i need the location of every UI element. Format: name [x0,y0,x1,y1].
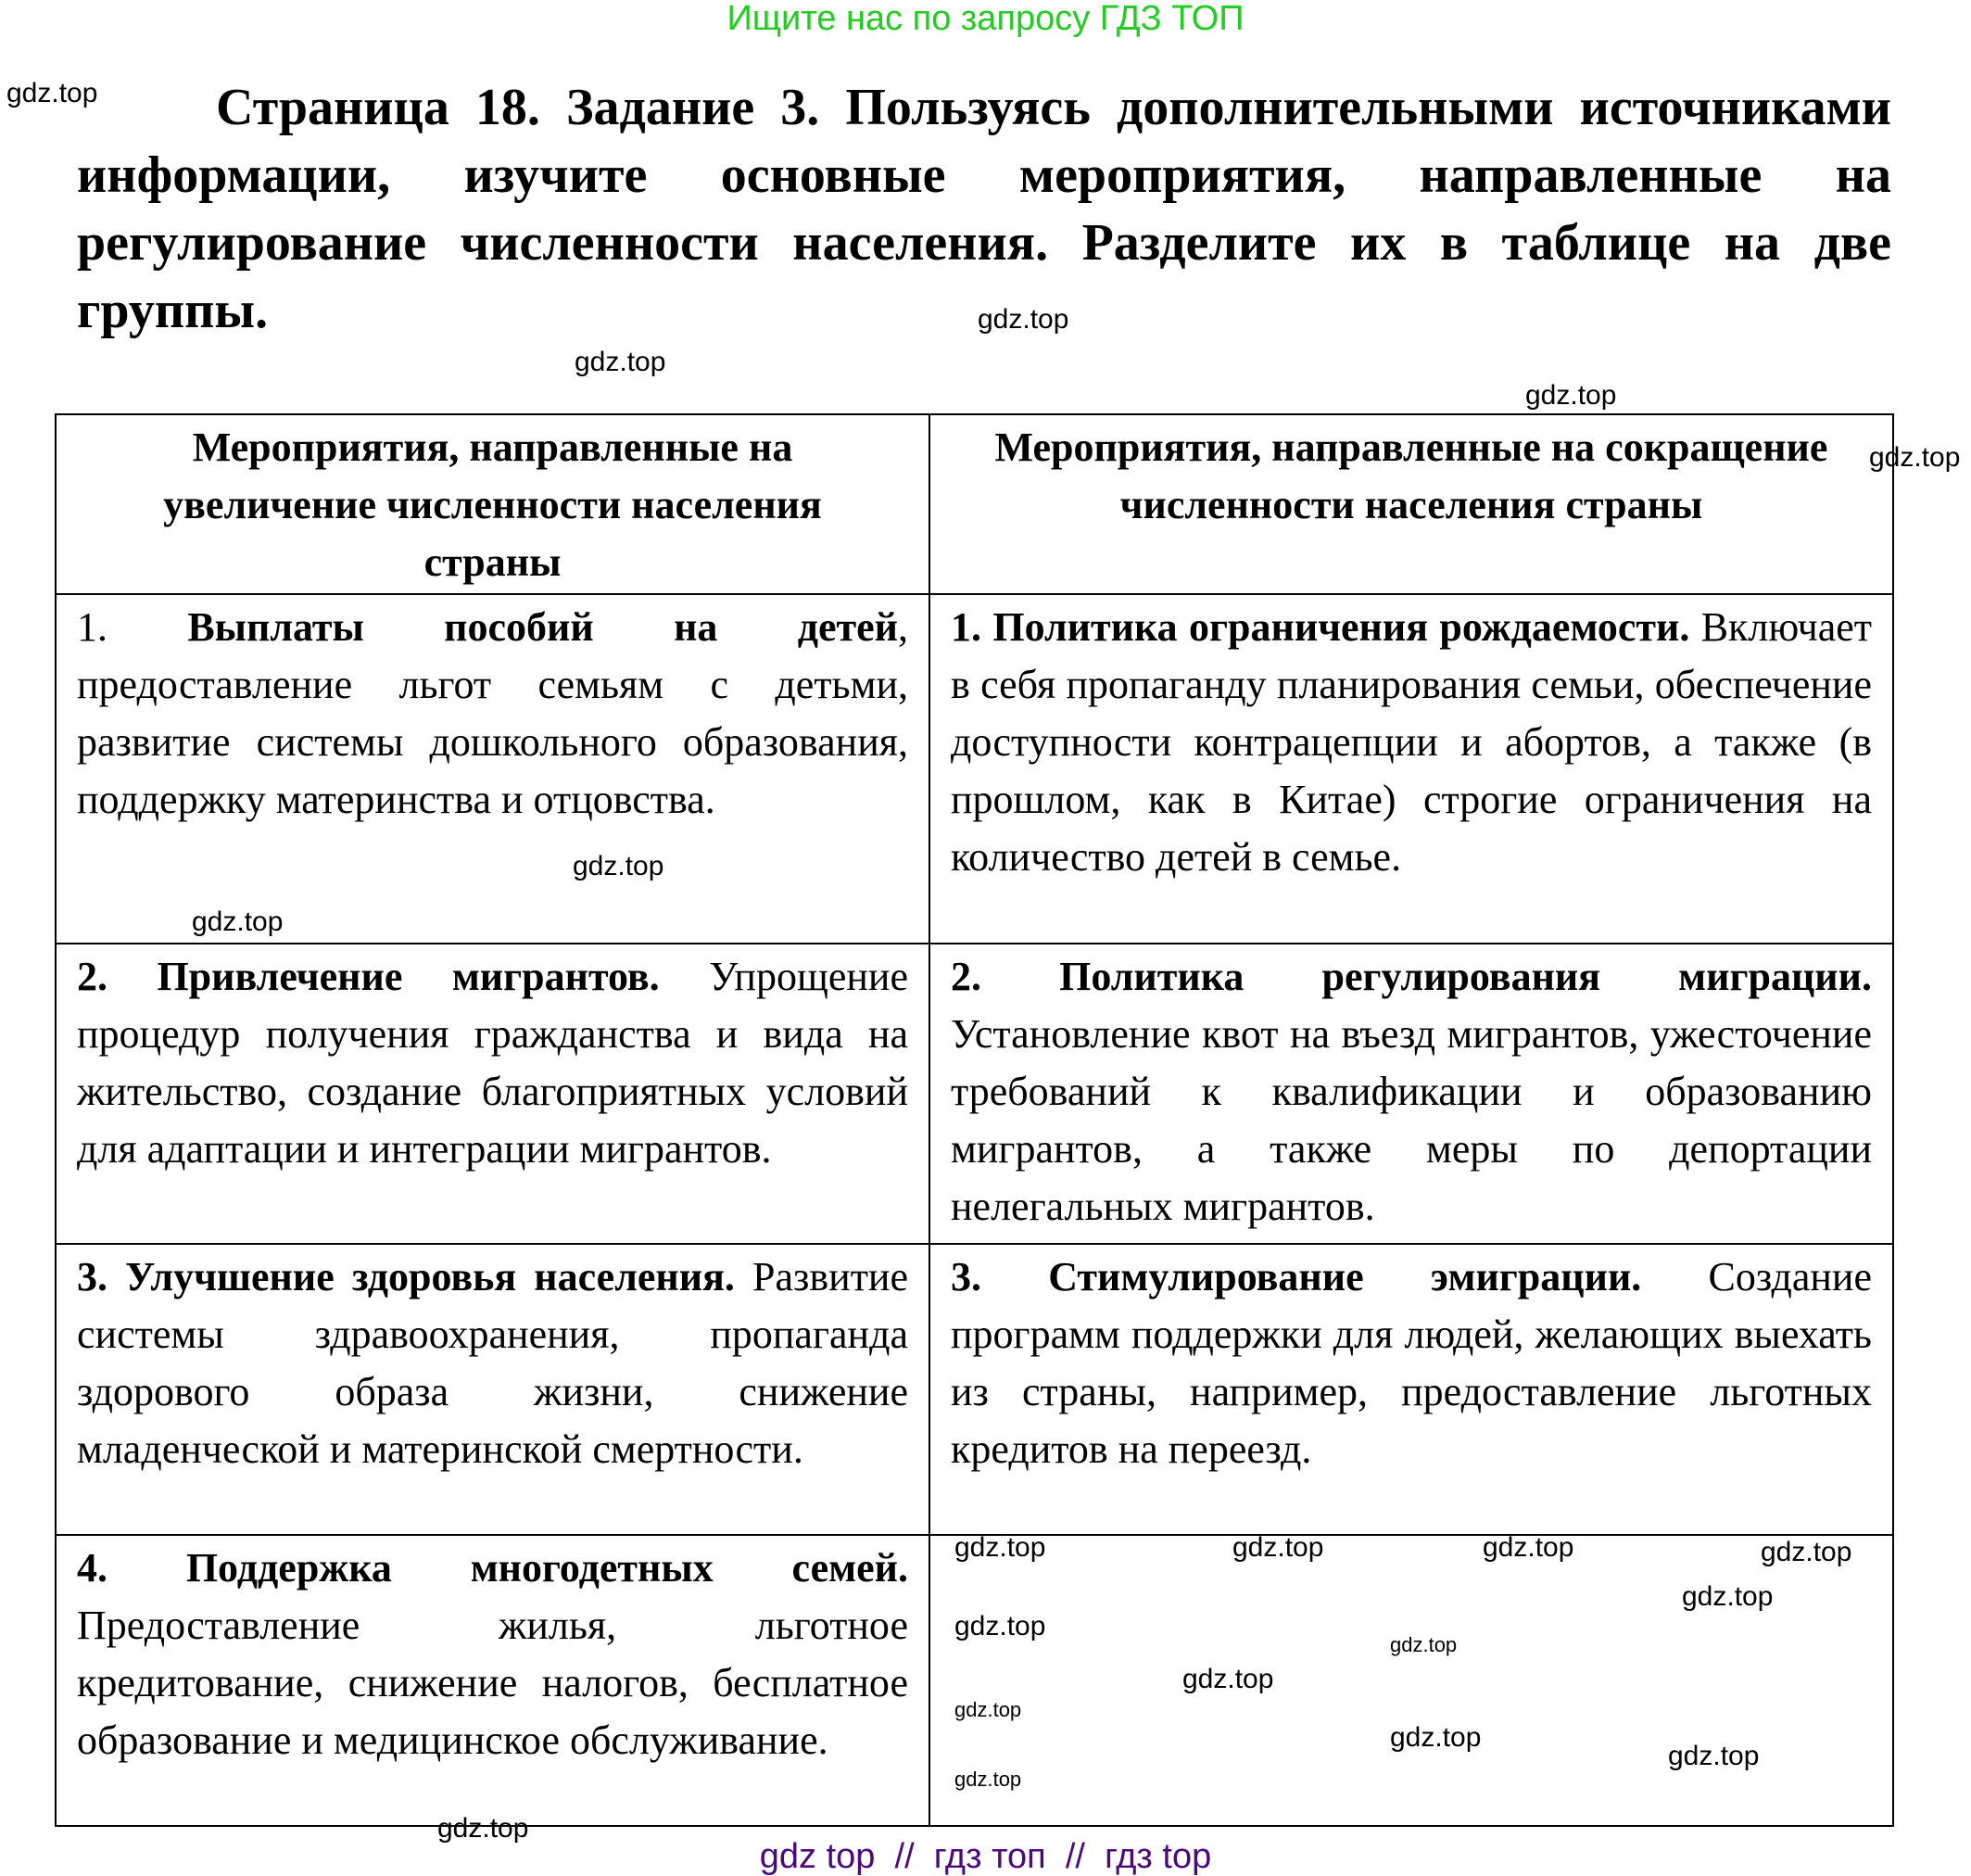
item-text: Упрощение процедур получения гражданства и вида на жительство, создание благоприятных условий для адаптации и интеграции мигрантов. [77,954,908,1172]
watermark: gdz.top [954,1698,1022,1721]
item-number: 1. [77,604,188,650]
watermark: gdz.top [1232,1532,1324,1563]
search-banner: Ищите нас по запросу ГДЗ ТОП [726,0,1245,38]
item-text: , предоставление льгот семьям с детьми, развитие системы дошкольного образования, поддержку материнства и отцовства. [77,604,908,822]
item-lead: 4. Поддержка многодетных семей. [77,1545,908,1591]
table-cell [56,944,929,1244]
table-cell [56,1244,929,1535]
watermark: gdz.top [1761,1537,1852,1567]
watermark: gdz.top [437,1813,529,1844]
item-lead: 3. Улучшение здоровья населения. [77,1254,735,1299]
table-cell [929,1244,1893,1535]
footer-links: gdz top // гдз топ // гдз top [759,1837,1212,1876]
watermark: gdz.top [573,851,664,881]
task-title: Страница 18. Задание 3. Пользуясь дополнительными источниками информации, изучите основные мероприятия, направленные на регулирование численности населения. Разделите их в таблице на две группы. [77,79,1891,339]
watermark: gdz.top [1390,1633,1458,1656]
item-lead: 2. Привлечение мигрантов. [77,954,660,999]
item-text: Включает в себя пропаганду планирования семьи, обеспечение доступности контрацепции и абортов, а также (в прошлом, как в Китае) строгие ограничения на количество детей в семье. [951,604,1872,880]
watermark: gdz.top [978,304,1069,335]
watermark: gdz.top [954,1768,1022,1791]
item-text: Предоставление жилья, льготное кредитование, снижение налогов, бесплатное образование и медицинское обслуживание. [77,1603,908,1763]
table-cell [56,1535,929,1826]
watermark: gdz.top [6,78,98,108]
watermark: gdz.top [192,906,284,937]
watermark: gdz.top [1869,442,1961,473]
watermark: gdz.top [1682,1581,1774,1612]
item-lead: 3. Стимулирование эмиграции. [951,1254,1642,1299]
header-increase: Мероприятия, направленные на увеличение численности населения страны [56,414,929,594]
watermark: gdz.top [1182,1664,1274,1694]
table-cell [56,594,929,944]
item-lead: Выплаты пособий на детей [187,604,898,650]
item-text: Установление квот на въезд мигрантов, ужесточение требований к квалификации и образованию мигрантов, а также меры по депортации нелегальных мигрантов. [951,1011,1872,1229]
item-lead: 2. Политика регулирования миграции. [951,954,1872,999]
item-lead: 1. Политика ограничения рождаемости. [951,604,1690,650]
item-text: Создание программ поддержки для людей, желающих выехать из страны, например, предоставление льготных кредитов на переезд. [951,1254,1872,1472]
watermark: gdz.top [1668,1741,1760,1771]
item-text: Развитие системы здравоохранения, пропаганда здорового образа жизни, снижение младенческой и материнской смертности. [77,1254,908,1472]
table-cell [929,944,1893,1244]
watermark: gdz.top [1525,380,1617,411]
watermark: gdz.top [954,1611,1046,1642]
watermark: gdz.top [1483,1532,1574,1563]
header-decrease: Мероприятия, направленные на сокращение численности населения страны [929,414,1893,594]
watermark: gdz.top [954,1532,1046,1563]
empty-cell [929,1532,1893,1826]
table-cell [929,594,1893,944]
watermark: gdz.top [1390,1722,1482,1753]
watermark: gdz.top [575,347,666,377]
